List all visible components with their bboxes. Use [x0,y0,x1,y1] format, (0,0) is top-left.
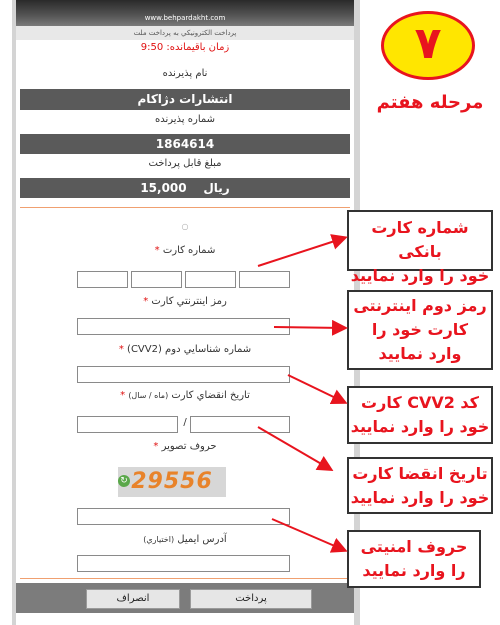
merchant-name-label: نام پذيرنده [162,68,208,79]
note-captcha: حروف امنیتی را وارد نمایید [347,530,481,588]
timer: زمان باقيمانده: 9:50 [140,42,230,53]
arrow-captcha [272,519,344,550]
arrow-card [258,238,344,266]
cvv2-label: شماره شناسايي دوم (CVV2) * [118,344,252,355]
pin2-label: رمز اينترنتي كارت * [143,296,227,307]
captcha-image: 29556 [118,467,226,497]
arrow-cvv2 [288,375,344,402]
captcha-label: حروف تصوير * [153,441,217,452]
expiry-label: تاريخ انقضاي كارت (ماه / سال) * [120,390,250,401]
email-label: آدرس ايميل (اختياري) [143,534,227,545]
pay-button[interactable]: پرداخت [190,589,312,609]
banner-url: www.behpardakht.com [144,14,226,22]
arrow-expiry [258,427,330,469]
merchant-name-value: انتشارات دژاکام [20,89,350,110]
note-pin2: رمز دوم اینترنتی کارت خود را وارد نمایید [347,290,493,370]
banner-subtitle: پرداخت الكترونيكي به پرداخت ملت [16,26,354,40]
step-number-badge: ۷ [381,11,475,80]
amount-label: مبلغ قابل پرداخت [148,158,222,169]
note-expiry: تاریخ انقضا کارت خود را وارد نمایید [347,457,493,514]
step-title: مرحله هفتم [376,92,484,113]
refresh-icon[interactable]: ↻ [118,475,130,487]
merchant-number-label: شماره پذيرنده [154,114,216,125]
amount-value: 15,000 [140,181,187,195]
expiry-separator: / [183,417,187,428]
merchant-number-value: 1864614 [20,134,350,154]
note-cvv2: کد CVV2 کارت خود را وارد نمایید [347,386,493,444]
note-card-number: شماره کارت بانکی خود را وارد نمایید [347,210,493,271]
info-dot: ○ [181,222,189,231]
arrow-pin2 [274,327,344,328]
amount-unit: ريال [203,181,230,195]
cancel-button[interactable]: انصراف [86,589,180,609]
card-number-label: شماره كارت * [154,245,216,256]
